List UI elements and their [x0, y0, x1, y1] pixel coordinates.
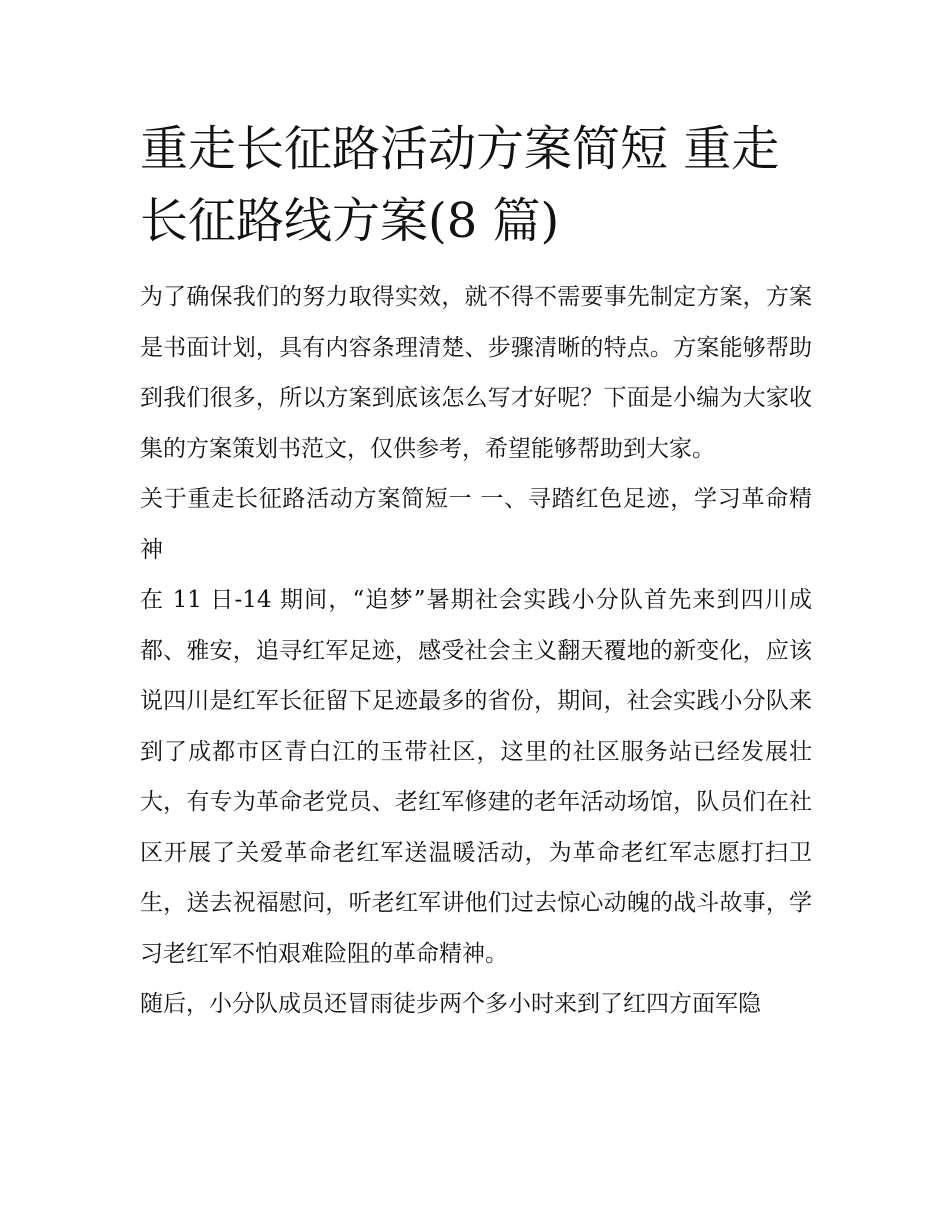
section-heading-paragraph: 关于重走长征路活动方案简短一 一、寻踏红色足迹，学习革命精神: [140, 486, 812, 563]
document-title: 重走长征路活动方案简短 重走长征路线方案(8 篇): [140, 121, 780, 249]
body-paragraph-continued: 随后，小分队成员还冒雨徒步两个多小时来到了红四方面军隐: [140, 991, 761, 1017]
body-paragraph: 在 11 日-14 期间，“追梦”暑期社会实践小分队首先来到四川成都、雅安，追寻红军足迹，感受社会主义翻天覆地的新变化，应该说四川是红军长征留下足迹最多的省份，期间，社会实践小分队来到了成都市区青白江的玉带社区，这里的社区服务站已经发展壮大，有专为革命老党员、老红军修建的老年活动场馆，队员们在社区开展了关爱革命老红军送温暖活动，为革命老红军志愿打扫卫生，送去祝福慰问，听老红军讲他们过去惊心动魄的战斗故事，学习老红军不怕艰难险阻的革命精神。: [140, 587, 812, 967]
document-page: [140, 0, 812, 1030]
intro-paragraph: 为了确保我们的努力取得实效，就不得不需要事先制定方案，方案是书面计划，具有内容条理清楚、步骤清晰的特点。方案能够帮助到我们很多，所以方案到底该怎么写才好呢？下面是小编为大家收集的方案策划书范文，仅供参考，希望能够帮助到大家。: [140, 284, 812, 462]
